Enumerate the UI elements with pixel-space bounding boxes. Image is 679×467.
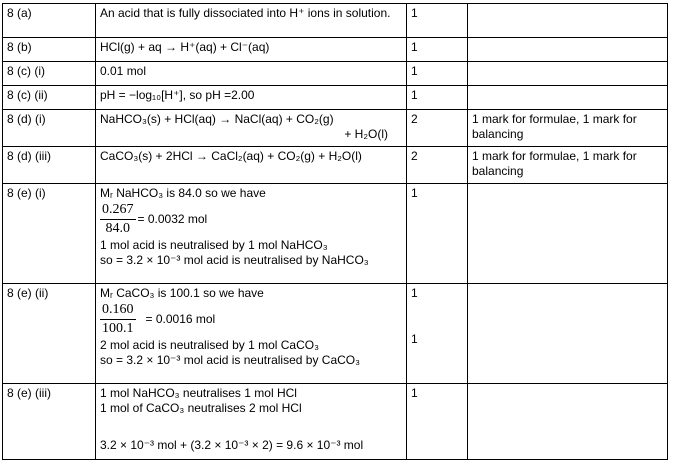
answer-cell — [96, 110, 407, 147]
fraction-result: = 0.0016 mol — [145, 312, 216, 326]
answer-cell: HCl(g) + aq → H⁺(aq) + Cl⁻(aq) — [96, 38, 407, 62]
question-cell: 8 (e) (ii) — [3, 284, 96, 384]
answer-cell: An acid that is fully dissociated into H⁺ ions in solution. — [96, 4, 407, 38]
equation-line-2: + H₂O(l) — [344, 127, 388, 141]
equation-line-1: NaHCO₃(s) + HCl(aq) → NaCl(aq) + CO₂(g) — [100, 112, 334, 126]
fraction — [100, 201, 136, 238]
mark-cell: 1 — [407, 62, 468, 86]
table-row — [3, 110, 668, 147]
note-cell: 1 mark for formulae, 1 mark for balancing — [468, 147, 668, 184]
table-row — [3, 284, 668, 384]
note-cell — [468, 284, 668, 384]
table-row — [3, 38, 668, 62]
molar-mass-line: Mᵣ NaHCO₃ is 84.0 so we have — [100, 186, 266, 200]
mark-cell: 1 — [407, 86, 468, 110]
question-cell: 8 (b) — [3, 38, 96, 62]
question-cell: 8 (c) (ii) — [3, 86, 96, 110]
note-cell — [468, 86, 668, 110]
molar-mass-line: Mᵣ CaCO₃ is 100.1 so we have — [100, 286, 264, 300]
statement-line-1: 1 mol NaHCO₃ neutralises 1 mol HCl — [100, 386, 297, 400]
ratio-line: 1 mol acid is neutralised by 1 mol NaHCO₃ — [100, 238, 328, 252]
statement-line-2: 1 mol of CaCO₃ neutralises 2 mol HCl — [100, 401, 302, 415]
mark-cell — [407, 284, 468, 384]
mark-cell: 1 — [407, 4, 468, 38]
answer-cell — [96, 184, 407, 284]
answer-cell — [96, 384, 407, 460]
mark-cell: 2 — [407, 110, 468, 147]
question-cell: 8 (e) (iii) — [3, 384, 96, 460]
answer-cell: pH = −log₁₀[H⁺], so pH =2.00 — [96, 86, 407, 110]
total-line: 3.2 × 10⁻³ mol + (3.2 × 10⁻³ × 2) = 9.6 × 10⁻³ mol — [100, 438, 364, 452]
fraction-result: = 0.0032 mol — [137, 212, 208, 226]
numerator: 0.267 — [100, 201, 136, 220]
question-cell: 8 (a) — [3, 4, 96, 38]
mark-scheme-table — [2, 3, 668, 460]
result-line: so = 3.2 × 10⁻³ mol acid is neutralised by NaHCO₃ — [100, 253, 369, 267]
question-cell: 8 (d) (i) — [3, 110, 96, 147]
denominator: 84.0 — [105, 221, 130, 236]
table-row — [3, 384, 668, 460]
note-cell — [468, 184, 668, 284]
note-cell — [468, 38, 668, 62]
note-cell — [468, 4, 668, 38]
note-cell — [468, 62, 668, 86]
fraction — [100, 301, 136, 338]
mark-1: 1 — [411, 286, 418, 300]
question-cell: 8 (d) (iii) — [3, 147, 96, 184]
answer-cell: CaCO₃(s) + 2HCl → CaCl₂(aq) + CO₂(g) + H₂O(l) — [96, 147, 407, 184]
question-cell: 8 (c) (i) — [3, 62, 96, 86]
mark-2: 1 — [411, 332, 418, 346]
mark-cell: 1 — [407, 38, 468, 62]
note-cell — [468, 384, 668, 460]
table-row — [3, 147, 668, 184]
denominator: 100.1 — [102, 321, 134, 336]
result-line: so = 3.2 × 10⁻³ mol acid is neutralised by CaCO₃ — [100, 353, 361, 367]
table-row — [3, 62, 668, 86]
question-cell: 8 (e) (i) — [3, 184, 96, 284]
note-cell: 1 mark for formulae, 1 mark for balancing — [468, 110, 668, 147]
mark-cell: 2 — [407, 147, 468, 184]
mark-cell: 1 — [407, 184, 468, 284]
mark-cell: 1 — [407, 384, 468, 460]
table-row — [3, 86, 668, 110]
ratio-line: 2 mol acid is neutralised by 1 mol CaCO₃ — [100, 338, 319, 352]
table-row — [3, 184, 668, 284]
answer-cell: 0.01 mol — [96, 62, 407, 86]
fraction-line — [100, 201, 402, 238]
table-row — [3, 4, 668, 38]
fraction-line — [100, 301, 402, 338]
numerator: 0.160 — [100, 301, 136, 320]
answer-cell — [96, 284, 407, 384]
